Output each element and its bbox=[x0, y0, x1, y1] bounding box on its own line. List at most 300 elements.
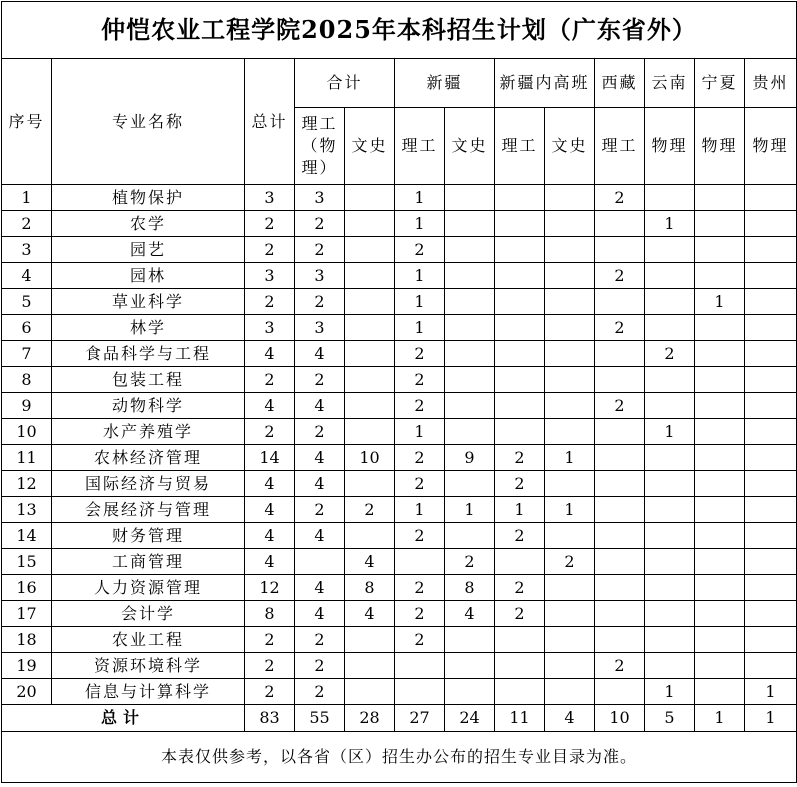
header-subject-9: 物理 bbox=[745, 108, 797, 185]
row-value bbox=[595, 367, 645, 393]
table-row bbox=[2, 263, 797, 289]
row-value bbox=[595, 445, 645, 471]
totals-value: 1 bbox=[695, 705, 745, 732]
row-index: 18 bbox=[2, 627, 52, 653]
row-value bbox=[495, 679, 545, 705]
row-value bbox=[545, 627, 595, 653]
row-value bbox=[595, 237, 645, 263]
row-value: 1 bbox=[395, 497, 445, 523]
row-value bbox=[595, 575, 645, 601]
row-value: 4 bbox=[295, 575, 345, 601]
row-value bbox=[345, 419, 395, 445]
totals-label: 总计 bbox=[2, 705, 245, 732]
enrollment-plan-table bbox=[1, 1, 797, 783]
row-index: 10 bbox=[2, 419, 52, 445]
row-total: 4 bbox=[245, 549, 295, 575]
footnote: 本表仅供参考，以各省（区）招生办公布的招生专业目录为准。 bbox=[2, 732, 797, 783]
header-group-guizhou: 贵州 bbox=[745, 59, 797, 108]
row-value bbox=[745, 263, 797, 289]
row-total: 2 bbox=[245, 289, 295, 315]
row-value: 2 bbox=[395, 393, 445, 419]
row-value: 1 bbox=[695, 289, 745, 315]
row-value bbox=[745, 393, 797, 419]
row-value bbox=[645, 445, 695, 471]
row-value bbox=[745, 289, 797, 315]
table-row bbox=[2, 315, 797, 341]
row-value bbox=[495, 549, 545, 575]
row-total: 2 bbox=[245, 679, 295, 705]
row-value bbox=[645, 497, 695, 523]
header-group-xinjiang-neigaoban: 新疆内高班 bbox=[495, 59, 595, 108]
row-value bbox=[545, 185, 595, 211]
row-index: 9 bbox=[2, 393, 52, 419]
totals-value: 27 bbox=[395, 705, 445, 732]
row-value bbox=[495, 185, 545, 211]
row-index: 4 bbox=[2, 263, 52, 289]
row-value: 2 bbox=[595, 653, 645, 679]
row-value: 1 bbox=[395, 315, 445, 341]
totals-value: 5 bbox=[645, 705, 695, 732]
row-value bbox=[545, 237, 595, 263]
row-total: 12 bbox=[245, 575, 295, 601]
row-value bbox=[645, 185, 695, 211]
row-total: 2 bbox=[245, 211, 295, 237]
totals-value: 11 bbox=[495, 705, 545, 732]
table-row bbox=[2, 185, 797, 211]
row-total: 2 bbox=[245, 419, 295, 445]
row-value bbox=[445, 211, 495, 237]
row-value: 2 bbox=[395, 367, 445, 393]
row-value bbox=[745, 419, 797, 445]
row-value bbox=[545, 419, 595, 445]
table-row bbox=[2, 497, 797, 523]
row-value: 2 bbox=[295, 627, 345, 653]
totals-grand-total: 83 bbox=[245, 705, 295, 732]
header-subject-8: 物理 bbox=[695, 108, 745, 185]
row-value: 2 bbox=[545, 549, 595, 575]
totals-value: 10 bbox=[595, 705, 645, 732]
row-value bbox=[445, 523, 495, 549]
row-value bbox=[495, 419, 545, 445]
row-major-name: 园林 bbox=[52, 263, 245, 289]
row-value bbox=[745, 549, 797, 575]
row-value bbox=[345, 263, 395, 289]
row-value: 2 bbox=[395, 627, 445, 653]
row-value: 1 bbox=[495, 497, 545, 523]
row-value bbox=[595, 289, 645, 315]
row-value bbox=[695, 185, 745, 211]
header-group-ningxia: 宁夏 bbox=[695, 59, 745, 108]
row-value bbox=[745, 471, 797, 497]
row-major-name: 信息与计算科学 bbox=[52, 679, 245, 705]
row-value: 2 bbox=[495, 575, 545, 601]
row-value bbox=[695, 601, 745, 627]
row-index: 16 bbox=[2, 575, 52, 601]
row-value bbox=[345, 471, 395, 497]
row-index: 7 bbox=[2, 341, 52, 367]
row-value: 1 bbox=[445, 497, 495, 523]
table-row bbox=[2, 237, 797, 263]
table-row bbox=[2, 575, 797, 601]
row-value bbox=[695, 471, 745, 497]
row-value bbox=[295, 549, 345, 575]
table-row bbox=[2, 523, 797, 549]
header-subject-3: 文史 bbox=[445, 108, 495, 185]
row-value bbox=[695, 393, 745, 419]
row-index: 12 bbox=[2, 471, 52, 497]
row-value bbox=[545, 263, 595, 289]
header-row-groups bbox=[2, 59, 797, 108]
row-value bbox=[545, 653, 595, 679]
row-value bbox=[695, 575, 745, 601]
row-index: 20 bbox=[2, 679, 52, 705]
row-value bbox=[345, 315, 395, 341]
row-value bbox=[445, 393, 495, 419]
row-value bbox=[395, 679, 445, 705]
row-value bbox=[345, 237, 395, 263]
page-title: 仲恺农业工程学院2025年本科招生计划（广东省外） bbox=[2, 2, 797, 59]
row-value: 2 bbox=[395, 471, 445, 497]
row-major-name: 食品科学与工程 bbox=[52, 341, 245, 367]
row-total: 14 bbox=[245, 445, 295, 471]
row-value: 2 bbox=[395, 523, 445, 549]
row-value bbox=[745, 315, 797, 341]
row-value bbox=[745, 575, 797, 601]
row-value bbox=[495, 263, 545, 289]
header-subject-6: 理工 bbox=[595, 108, 645, 185]
row-value: 4 bbox=[295, 471, 345, 497]
row-value bbox=[645, 367, 695, 393]
row-major-name: 工商管理 bbox=[52, 549, 245, 575]
row-value bbox=[445, 367, 495, 393]
row-value: 1 bbox=[645, 211, 695, 237]
row-value bbox=[645, 263, 695, 289]
row-value bbox=[445, 471, 495, 497]
row-value: 2 bbox=[595, 185, 645, 211]
row-major-name: 资源环境科学 bbox=[52, 653, 245, 679]
row-value bbox=[745, 653, 797, 679]
row-major-name: 人力资源管理 bbox=[52, 575, 245, 601]
row-index: 19 bbox=[2, 653, 52, 679]
row-major-name: 水产养殖学 bbox=[52, 419, 245, 445]
row-value bbox=[695, 497, 745, 523]
row-value bbox=[345, 679, 395, 705]
row-value: 2 bbox=[395, 341, 445, 367]
row-value bbox=[545, 211, 595, 237]
row-value bbox=[645, 289, 695, 315]
row-value bbox=[645, 601, 695, 627]
row-value bbox=[595, 627, 645, 653]
row-value bbox=[345, 289, 395, 315]
row-value bbox=[695, 341, 745, 367]
row-value: 1 bbox=[645, 419, 695, 445]
row-major-name: 会计学 bbox=[52, 601, 245, 627]
row-value bbox=[745, 367, 797, 393]
row-value bbox=[495, 367, 545, 393]
row-value bbox=[745, 237, 797, 263]
row-value bbox=[545, 601, 595, 627]
row-total: 4 bbox=[245, 471, 295, 497]
row-total: 2 bbox=[245, 237, 295, 263]
header-index: 序号 bbox=[2, 59, 52, 185]
row-value: 1 bbox=[745, 679, 797, 705]
totals-value: 55 bbox=[295, 705, 345, 732]
row-value: 2 bbox=[445, 549, 495, 575]
row-total: 2 bbox=[245, 367, 295, 393]
row-total: 2 bbox=[245, 627, 295, 653]
row-value: 2 bbox=[595, 393, 645, 419]
table-row bbox=[2, 653, 797, 679]
header-subject-1: 文史 bbox=[345, 108, 395, 185]
row-major-name: 草业科学 bbox=[52, 289, 245, 315]
row-total: 2 bbox=[245, 653, 295, 679]
row-value bbox=[595, 523, 645, 549]
row-index: 13 bbox=[2, 497, 52, 523]
row-value bbox=[545, 393, 595, 419]
row-value bbox=[645, 471, 695, 497]
row-value bbox=[345, 367, 395, 393]
row-value bbox=[645, 315, 695, 341]
row-value bbox=[495, 315, 545, 341]
row-major-name: 林学 bbox=[52, 315, 245, 341]
row-value: 2 bbox=[395, 575, 445, 601]
row-value bbox=[745, 211, 797, 237]
header-group-xinjiang: 新疆 bbox=[395, 59, 495, 108]
row-value: 2 bbox=[645, 341, 695, 367]
row-value bbox=[545, 367, 595, 393]
header-subject-7: 物理 bbox=[645, 108, 695, 185]
row-index: 11 bbox=[2, 445, 52, 471]
header-major: 专业名称 bbox=[52, 59, 245, 185]
row-value bbox=[695, 445, 745, 471]
row-value bbox=[445, 653, 495, 679]
row-value: 1 bbox=[395, 185, 445, 211]
row-value bbox=[695, 367, 745, 393]
row-value: 2 bbox=[345, 497, 395, 523]
row-value: 2 bbox=[295, 237, 345, 263]
row-total: 4 bbox=[245, 341, 295, 367]
row-total: 3 bbox=[245, 185, 295, 211]
row-value bbox=[595, 211, 645, 237]
row-value bbox=[645, 237, 695, 263]
row-value: 1 bbox=[545, 445, 595, 471]
row-value bbox=[395, 653, 445, 679]
row-index: 15 bbox=[2, 549, 52, 575]
row-value bbox=[445, 315, 495, 341]
totals-value: 28 bbox=[345, 705, 395, 732]
row-index: 17 bbox=[2, 601, 52, 627]
row-value: 4 bbox=[345, 549, 395, 575]
header-subject-2: 理工 bbox=[395, 108, 445, 185]
row-value: 2 bbox=[295, 419, 345, 445]
row-value: 2 bbox=[495, 523, 545, 549]
row-value bbox=[595, 419, 645, 445]
row-value bbox=[745, 497, 797, 523]
row-major-name: 园艺 bbox=[52, 237, 245, 263]
row-value: 10 bbox=[345, 445, 395, 471]
row-value bbox=[445, 289, 495, 315]
row-value: 4 bbox=[295, 601, 345, 627]
row-value: 2 bbox=[395, 601, 445, 627]
row-value bbox=[545, 471, 595, 497]
row-value bbox=[345, 211, 395, 237]
row-value bbox=[545, 315, 595, 341]
row-value bbox=[745, 627, 797, 653]
table-row bbox=[2, 393, 797, 419]
row-value bbox=[545, 523, 595, 549]
row-value bbox=[545, 679, 595, 705]
row-value bbox=[695, 523, 745, 549]
row-index: 3 bbox=[2, 237, 52, 263]
header-group-yunnan: 云南 bbox=[645, 59, 695, 108]
row-value bbox=[645, 549, 695, 575]
row-value: 2 bbox=[495, 601, 545, 627]
row-index: 5 bbox=[2, 289, 52, 315]
row-value bbox=[445, 237, 495, 263]
row-value bbox=[545, 341, 595, 367]
row-value bbox=[495, 627, 545, 653]
row-value bbox=[495, 211, 545, 237]
row-value: 1 bbox=[545, 497, 595, 523]
row-major-name: 农业工程 bbox=[52, 627, 245, 653]
row-value bbox=[745, 445, 797, 471]
row-value: 2 bbox=[495, 445, 545, 471]
row-value: 3 bbox=[295, 263, 345, 289]
header-group-heji: 合计 bbox=[295, 59, 395, 108]
row-value bbox=[745, 185, 797, 211]
row-value bbox=[745, 523, 797, 549]
row-value: 8 bbox=[345, 575, 395, 601]
row-value bbox=[595, 471, 645, 497]
totals-value: 1 bbox=[745, 705, 797, 732]
totals-value: 24 bbox=[445, 705, 495, 732]
table-row bbox=[2, 601, 797, 627]
row-value bbox=[495, 289, 545, 315]
row-total: 3 bbox=[245, 263, 295, 289]
row-value bbox=[595, 601, 645, 627]
row-major-name: 农林经济管理 bbox=[52, 445, 245, 471]
row-value bbox=[695, 549, 745, 575]
row-value bbox=[495, 341, 545, 367]
table-row bbox=[2, 367, 797, 393]
header-total: 总计 bbox=[245, 59, 295, 185]
table-row bbox=[2, 549, 797, 575]
table-row bbox=[2, 445, 797, 471]
header-subject-0: 理工（物理） bbox=[295, 108, 345, 185]
row-value: 1 bbox=[395, 211, 445, 237]
header-group-xizang: 西藏 bbox=[595, 59, 645, 108]
row-value: 2 bbox=[295, 289, 345, 315]
row-value bbox=[695, 263, 745, 289]
note-row bbox=[2, 732, 797, 783]
row-value bbox=[445, 419, 495, 445]
row-value: 4 bbox=[445, 601, 495, 627]
row-value bbox=[695, 419, 745, 445]
row-value bbox=[595, 497, 645, 523]
row-value bbox=[345, 393, 395, 419]
row-value bbox=[445, 679, 495, 705]
row-major-name: 动物科学 bbox=[52, 393, 245, 419]
row-value: 4 bbox=[295, 393, 345, 419]
row-value bbox=[695, 211, 745, 237]
totals-value: 4 bbox=[545, 705, 595, 732]
row-value bbox=[645, 653, 695, 679]
row-value: 4 bbox=[295, 445, 345, 471]
row-index: 8 bbox=[2, 367, 52, 393]
row-value: 1 bbox=[395, 263, 445, 289]
row-value bbox=[595, 549, 645, 575]
row-total: 3 bbox=[245, 315, 295, 341]
row-value bbox=[345, 523, 395, 549]
row-value bbox=[595, 341, 645, 367]
table-row bbox=[2, 471, 797, 497]
row-value: 3 bbox=[295, 315, 345, 341]
row-major-name: 包装工程 bbox=[52, 367, 245, 393]
row-total: 4 bbox=[245, 523, 295, 549]
row-value bbox=[695, 237, 745, 263]
row-value bbox=[595, 679, 645, 705]
row-value bbox=[345, 341, 395, 367]
row-value: 2 bbox=[295, 679, 345, 705]
row-major-name: 会展经济与管理 bbox=[52, 497, 245, 523]
row-total: 4 bbox=[245, 393, 295, 419]
row-value bbox=[445, 263, 495, 289]
row-value bbox=[645, 627, 695, 653]
row-value: 1 bbox=[395, 419, 445, 445]
row-value bbox=[395, 549, 445, 575]
row-value bbox=[445, 185, 495, 211]
row-value: 2 bbox=[295, 497, 345, 523]
row-value: 2 bbox=[295, 211, 345, 237]
table-row bbox=[2, 627, 797, 653]
row-index: 6 bbox=[2, 315, 52, 341]
row-value: 2 bbox=[395, 237, 445, 263]
row-major-name: 植物保护 bbox=[52, 185, 245, 211]
row-value bbox=[695, 315, 745, 341]
row-value bbox=[445, 627, 495, 653]
row-value: 1 bbox=[395, 289, 445, 315]
totals-row bbox=[2, 705, 797, 732]
row-value bbox=[545, 575, 595, 601]
row-value bbox=[495, 393, 545, 419]
header-subject-4: 理工 bbox=[495, 108, 545, 185]
row-value bbox=[645, 523, 695, 549]
header-subject-5: 文史 bbox=[545, 108, 595, 185]
row-total: 8 bbox=[245, 601, 295, 627]
row-value: 2 bbox=[595, 263, 645, 289]
row-major-name: 财务管理 bbox=[52, 523, 245, 549]
row-value: 2 bbox=[295, 367, 345, 393]
table-row bbox=[2, 289, 797, 315]
row-total: 4 bbox=[245, 497, 295, 523]
table-row bbox=[2, 211, 797, 237]
row-value bbox=[545, 289, 595, 315]
table-row bbox=[2, 679, 797, 705]
row-value: 9 bbox=[445, 445, 495, 471]
row-value: 2 bbox=[595, 315, 645, 341]
row-value bbox=[495, 237, 545, 263]
row-value bbox=[445, 341, 495, 367]
table-row bbox=[2, 341, 797, 367]
row-value bbox=[345, 627, 395, 653]
row-value bbox=[345, 653, 395, 679]
row-value bbox=[645, 393, 695, 419]
row-index: 1 bbox=[2, 185, 52, 211]
table-row bbox=[2, 419, 797, 445]
row-value: 1 bbox=[645, 679, 695, 705]
row-value bbox=[695, 679, 745, 705]
row-index: 14 bbox=[2, 523, 52, 549]
